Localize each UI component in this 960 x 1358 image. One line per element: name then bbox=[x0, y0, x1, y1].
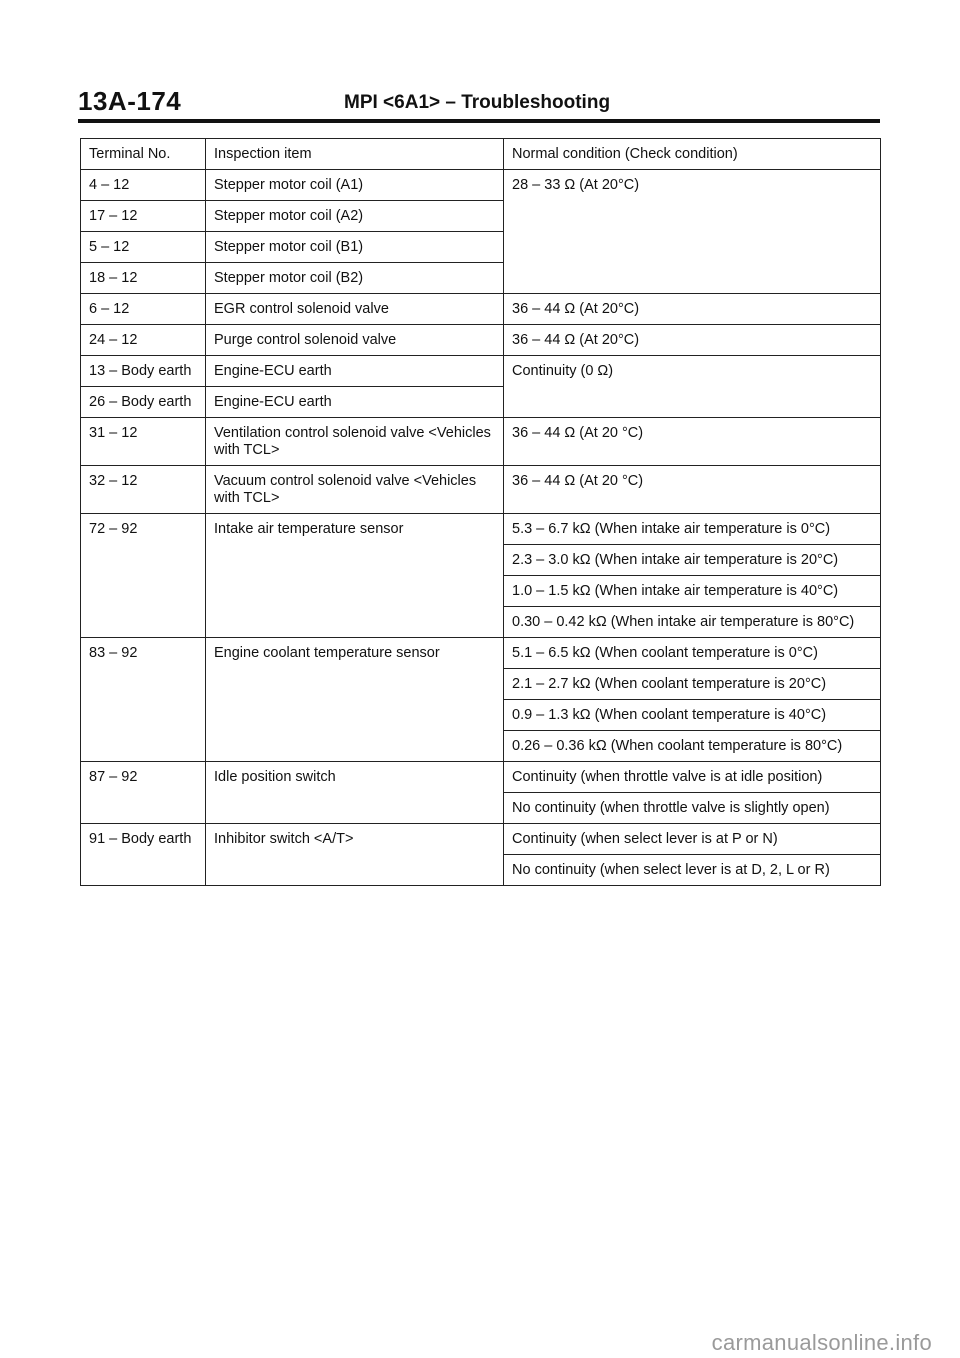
terminal-cell: 72 – 92 bbox=[81, 514, 206, 638]
table-row bbox=[81, 466, 881, 514]
terminal-cell: 13 – Body earth bbox=[81, 356, 206, 387]
condition-cell: 28 – 33 Ω (At 20°C) bbox=[504, 170, 881, 294]
page-number: 13A-174 bbox=[78, 86, 182, 116]
inspection-item-cell: Stepper motor coil (B2) bbox=[206, 263, 504, 294]
terminal-cell: 91 – Body earth bbox=[81, 824, 206, 886]
condition-cell: Continuity (when select lever is at P or N) bbox=[504, 824, 881, 855]
table-header-row bbox=[81, 139, 881, 170]
inspection-item-cell: Engine-ECU earth bbox=[206, 356, 504, 387]
inspection-item-cell: Stepper motor coil (A1) bbox=[206, 170, 504, 201]
condition-cell: 2.1 – 2.7 kΩ (When coolant temperature is 20°C) bbox=[504, 669, 881, 700]
condition-cell: No continuity (when throttle valve is slightly open) bbox=[504, 793, 881, 824]
terminal-cell: 18 – 12 bbox=[81, 263, 206, 294]
inspection-item-cell: Purge control solenoid valve bbox=[206, 325, 504, 356]
table-row bbox=[81, 638, 881, 669]
header-rule bbox=[78, 119, 880, 123]
inspection-item-cell: Stepper motor coil (A2) bbox=[206, 201, 504, 232]
page-title: MPI <6A1> – Troubleshooting bbox=[344, 92, 611, 113]
condition-cell: Continuity (when throttle valve is at idle position) bbox=[504, 762, 881, 793]
condition-cell: 5.1 – 6.5 kΩ (When coolant temperature is 0°C) bbox=[504, 638, 881, 669]
table-row bbox=[81, 514, 881, 545]
terminal-cell: 32 – 12 bbox=[81, 466, 206, 514]
terminal-cell: 4 – 12 bbox=[81, 170, 206, 201]
condition-cell: Continuity (0 Ω) bbox=[504, 356, 881, 418]
inspection-item-cell: Intake air temperature sensor bbox=[206, 514, 504, 638]
terminal-cell: 5 – 12 bbox=[81, 232, 206, 263]
condition-cell: 0.30 – 0.42 kΩ (When intake air temperature is 80°C) bbox=[504, 607, 881, 638]
condition-cell: 5.3 – 6.7 kΩ (When intake air temperature is 0°C) bbox=[504, 514, 881, 545]
inspection-item-cell: Engine coolant temperature sensor bbox=[206, 638, 504, 762]
condition-cell: 36 – 44 Ω (At 20 °C) bbox=[504, 418, 881, 466]
watermark: carmanualsonline.info bbox=[711, 1330, 932, 1355]
terminal-cell: 24 – 12 bbox=[81, 325, 206, 356]
condition-cell: 36 – 44 Ω (At 20°C) bbox=[504, 294, 881, 325]
condition-cell: 0.9 – 1.3 kΩ (When coolant temperature is 40°C) bbox=[504, 700, 881, 731]
table-row bbox=[81, 325, 881, 356]
table-row bbox=[81, 356, 881, 387]
column-header-condition: Normal condition (Check condition) bbox=[504, 139, 881, 170]
terminal-cell: 83 – 92 bbox=[81, 638, 206, 762]
condition-cell: No continuity (when select lever is at D, 2, L or R) bbox=[504, 855, 881, 886]
condition-cell: 0.26 – 0.36 kΩ (When coolant temperature is 80°C) bbox=[504, 731, 881, 762]
inspection-item-cell: EGR control solenoid valve bbox=[206, 294, 504, 325]
inspection-item-cell: Engine-ECU earth bbox=[206, 387, 504, 418]
terminal-cell: 26 – Body earth bbox=[81, 387, 206, 418]
inspection-item-cell: Idle position switch bbox=[206, 762, 504, 824]
condition-cell: 2.3 – 3.0 kΩ (When intake air temperature is 20°C) bbox=[504, 545, 881, 576]
condition-cell: 36 – 44 Ω (At 20 °C) bbox=[504, 466, 881, 514]
terminal-cell: 87 – 92 bbox=[81, 762, 206, 824]
table-row bbox=[81, 762, 881, 793]
inspection-item-cell: Ventilation control solenoid valve <Vehicles with TCL> bbox=[206, 418, 504, 466]
condition-cell: 1.0 – 1.5 kΩ (When intake air temperature is 40°C) bbox=[504, 576, 881, 607]
terminal-cell: 17 – 12 bbox=[81, 201, 206, 232]
column-header-terminal: Terminal No. bbox=[81, 139, 206, 170]
inspection-table-body bbox=[81, 139, 881, 886]
terminal-cell: 6 – 12 bbox=[81, 294, 206, 325]
inspection-item-cell: Inhibitor switch <A/T> bbox=[206, 824, 504, 886]
inspection-item-cell: Vacuum control solenoid valve <Vehicles with TCL> bbox=[206, 466, 504, 514]
table-row bbox=[81, 294, 881, 325]
column-header-item: Inspection item bbox=[206, 139, 504, 170]
condition-cell: 36 – 44 Ω (At 20°C) bbox=[504, 325, 881, 356]
inspection-table bbox=[80, 138, 881, 886]
inspection-item-cell: Stepper motor coil (B1) bbox=[206, 232, 504, 263]
table-row bbox=[81, 824, 881, 855]
table-row bbox=[81, 418, 881, 466]
table-row bbox=[81, 170, 881, 201]
terminal-cell: 31 – 12 bbox=[81, 418, 206, 466]
